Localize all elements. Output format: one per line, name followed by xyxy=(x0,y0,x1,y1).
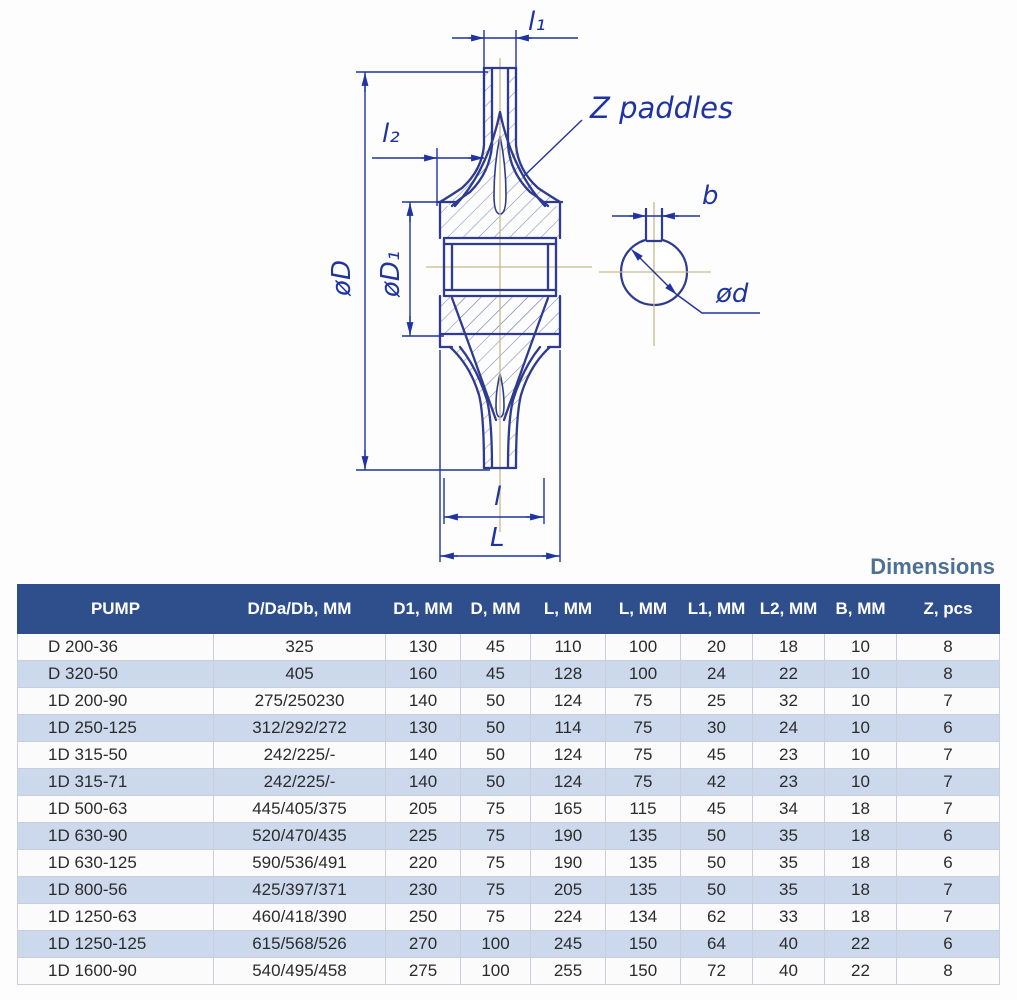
value-cell: 34 xyxy=(753,796,825,823)
value-cell: 7 xyxy=(897,769,1000,796)
value-cell: 124 xyxy=(531,769,606,796)
column-header: D, MM xyxy=(461,585,531,634)
value-cell: 50 xyxy=(461,715,531,742)
value-cell: 275 xyxy=(386,958,461,985)
value-cell: 22 xyxy=(825,931,897,958)
value-cell: 6 xyxy=(897,850,1000,877)
table-row xyxy=(18,877,1000,904)
value-cell: 275/250230 xyxy=(214,688,386,715)
value-cell: 40 xyxy=(753,958,825,985)
table-row xyxy=(18,661,1000,688)
column-header: PUMP xyxy=(18,585,214,634)
value-cell: 72 xyxy=(681,958,753,985)
value-cell: 250 xyxy=(386,904,461,931)
label-z-paddles: Z paddles xyxy=(590,91,734,125)
pump-name-cell: 1D 630-125 xyxy=(18,850,214,877)
value-cell: 6 xyxy=(897,823,1000,850)
value-cell: 134 xyxy=(606,904,681,931)
table-header xyxy=(18,585,1000,634)
column-header: L, MM xyxy=(531,585,606,634)
value-cell: 75 xyxy=(606,715,681,742)
value-cell: 100 xyxy=(461,931,531,958)
pump-name-cell: 1D 315-50 xyxy=(18,742,214,769)
value-cell: 242/225/- xyxy=(214,742,386,769)
pump-name-cell: 1D 1250-125 xyxy=(18,931,214,958)
value-cell: 35 xyxy=(753,877,825,904)
value-cell: 140 xyxy=(386,688,461,715)
value-cell: 124 xyxy=(531,742,606,769)
value-cell: 50 xyxy=(461,688,531,715)
value-cell: 224 xyxy=(531,904,606,931)
value-cell: 8 xyxy=(897,661,1000,688)
value-cell: 520/470/435 xyxy=(214,823,386,850)
value-cell: 75 xyxy=(461,904,531,931)
table-row xyxy=(18,904,1000,931)
value-cell: 140 xyxy=(386,742,461,769)
pump-name-cell: 1D 1600-90 xyxy=(18,958,214,985)
value-cell: 18 xyxy=(825,796,897,823)
value-cell: 75 xyxy=(461,877,531,904)
column-header: B, MM xyxy=(825,585,897,634)
value-cell: 18 xyxy=(753,634,825,661)
value-cell: 22 xyxy=(825,958,897,985)
value-cell: 220 xyxy=(386,850,461,877)
pump-name-cell: 1D 250-125 xyxy=(18,715,214,742)
value-cell: 75 xyxy=(606,742,681,769)
column-header: Z, pcs xyxy=(897,585,1000,634)
table-row xyxy=(18,796,1000,823)
value-cell: 32 xyxy=(753,688,825,715)
column-header: D1, MM xyxy=(386,585,461,634)
value-cell: 10 xyxy=(825,688,897,715)
value-cell: 10 xyxy=(825,661,897,688)
value-cell: 23 xyxy=(753,742,825,769)
value-cell: 445/405/375 xyxy=(214,796,386,823)
value-cell: 18 xyxy=(825,904,897,931)
label-L-big: L xyxy=(490,523,505,553)
value-cell: 190 xyxy=(531,850,606,877)
label-phi-D: øD xyxy=(327,260,357,296)
value-cell: 75 xyxy=(461,796,531,823)
value-cell: 405 xyxy=(214,661,386,688)
label-l-small: l xyxy=(494,482,502,512)
pump-name-cell: D 200-36 xyxy=(18,634,214,661)
value-cell: 75 xyxy=(461,850,531,877)
table-row xyxy=(18,769,1000,796)
value-cell: 20 xyxy=(681,634,753,661)
value-cell: 8 xyxy=(897,634,1000,661)
value-cell: 7 xyxy=(897,742,1000,769)
value-cell: 50 xyxy=(681,823,753,850)
value-cell: 75 xyxy=(461,823,531,850)
value-cell: 45 xyxy=(681,796,753,823)
value-cell: 165 xyxy=(531,796,606,823)
value-cell: 225 xyxy=(386,823,461,850)
value-cell: 230 xyxy=(386,877,461,904)
table-row xyxy=(18,634,1000,661)
pump-name-cell: 1D 315-71 xyxy=(18,769,214,796)
value-cell: 10 xyxy=(825,715,897,742)
value-cell: 25 xyxy=(681,688,753,715)
value-cell: 312/292/272 xyxy=(214,715,386,742)
value-cell: 6 xyxy=(897,931,1000,958)
value-cell: 10 xyxy=(825,742,897,769)
pump-name-cell: 1D 800-56 xyxy=(18,877,214,904)
label-l2: l₂ xyxy=(382,119,400,149)
table-row xyxy=(18,742,1000,769)
value-cell: 325 xyxy=(214,634,386,661)
value-cell: 205 xyxy=(531,877,606,904)
pump-name-cell: 1D 500-63 xyxy=(18,796,214,823)
table-row xyxy=(18,715,1000,742)
value-cell: 62 xyxy=(681,904,753,931)
value-cell: 205 xyxy=(386,796,461,823)
value-cell: 24 xyxy=(753,715,825,742)
value-cell: 135 xyxy=(606,877,681,904)
value-cell: 130 xyxy=(386,634,461,661)
value-cell: 135 xyxy=(606,823,681,850)
value-cell: 130 xyxy=(386,715,461,742)
table-row xyxy=(18,823,1000,850)
value-cell: 64 xyxy=(681,931,753,958)
pump-name-cell: 1D 1250-63 xyxy=(18,904,214,931)
value-cell: 18 xyxy=(825,850,897,877)
value-cell: 7 xyxy=(897,904,1000,931)
value-cell: 135 xyxy=(606,850,681,877)
pump-name-cell: 1D 630-90 xyxy=(18,823,214,850)
pump-name-cell: D 320-50 xyxy=(18,661,214,688)
value-cell: 114 xyxy=(531,715,606,742)
dimensions-title: Dimensions xyxy=(870,554,995,579)
table-row xyxy=(18,958,1000,985)
value-cell: 40 xyxy=(753,931,825,958)
value-cell: 30 xyxy=(681,715,753,742)
value-cell: 7 xyxy=(897,877,1000,904)
value-cell: 190 xyxy=(531,823,606,850)
value-cell: 150 xyxy=(606,931,681,958)
value-cell: 24 xyxy=(681,661,753,688)
value-cell: 75 xyxy=(606,688,681,715)
value-cell: 50 xyxy=(681,850,753,877)
label-phi-D1: øD₁ xyxy=(376,250,406,298)
value-cell: 460/418/390 xyxy=(214,904,386,931)
value-cell: 242/225/- xyxy=(214,769,386,796)
value-cell: 75 xyxy=(606,769,681,796)
value-cell: 128 xyxy=(531,661,606,688)
value-cell: 255 xyxy=(531,958,606,985)
value-cell: 45 xyxy=(681,742,753,769)
value-cell: 124 xyxy=(531,688,606,715)
column-header: L1, MM xyxy=(681,585,753,634)
value-cell: 33 xyxy=(753,904,825,931)
column-header: L2, MM xyxy=(753,585,825,634)
value-cell: 615/568/526 xyxy=(214,931,386,958)
label-b: b xyxy=(702,181,719,211)
value-cell: 10 xyxy=(825,769,897,796)
table-row xyxy=(18,931,1000,958)
value-cell: 7 xyxy=(897,688,1000,715)
value-cell: 22 xyxy=(753,661,825,688)
table-row xyxy=(18,688,1000,715)
value-cell: 100 xyxy=(606,661,681,688)
label-phi-d: ød xyxy=(716,279,749,309)
value-cell: 18 xyxy=(825,877,897,904)
dimensions-table xyxy=(17,584,1000,985)
value-cell: 110 xyxy=(531,634,606,661)
value-cell: 23 xyxy=(753,769,825,796)
value-cell: 100 xyxy=(461,958,531,985)
value-cell: 140 xyxy=(386,769,461,796)
value-cell: 42 xyxy=(681,769,753,796)
value-cell: 35 xyxy=(753,850,825,877)
value-cell: 6 xyxy=(897,715,1000,742)
value-cell: 115 xyxy=(606,796,681,823)
value-cell: 100 xyxy=(606,634,681,661)
table-row xyxy=(18,850,1000,877)
column-header: D/Da/Db, MM xyxy=(214,585,386,634)
value-cell: 270 xyxy=(386,931,461,958)
value-cell: 245 xyxy=(531,931,606,958)
value-cell: 150 xyxy=(606,958,681,985)
value-cell: 50 xyxy=(461,769,531,796)
value-cell: 50 xyxy=(681,877,753,904)
label-l1: l₁ xyxy=(528,7,546,37)
value-cell: 7 xyxy=(897,796,1000,823)
value-cell: 8 xyxy=(897,958,1000,985)
value-cell: 425/397/371 xyxy=(214,877,386,904)
value-cell: 160 xyxy=(386,661,461,688)
value-cell: 10 xyxy=(825,634,897,661)
value-cell: 35 xyxy=(753,823,825,850)
value-cell: 45 xyxy=(461,634,531,661)
pump-name-cell: 1D 200-90 xyxy=(18,688,214,715)
value-cell: 540/495/458 xyxy=(214,958,386,985)
value-cell: 45 xyxy=(461,661,531,688)
column-header: L, MM xyxy=(606,585,681,634)
value-cell: 18 xyxy=(825,823,897,850)
value-cell: 50 xyxy=(461,742,531,769)
value-cell: 590/536/491 xyxy=(214,850,386,877)
